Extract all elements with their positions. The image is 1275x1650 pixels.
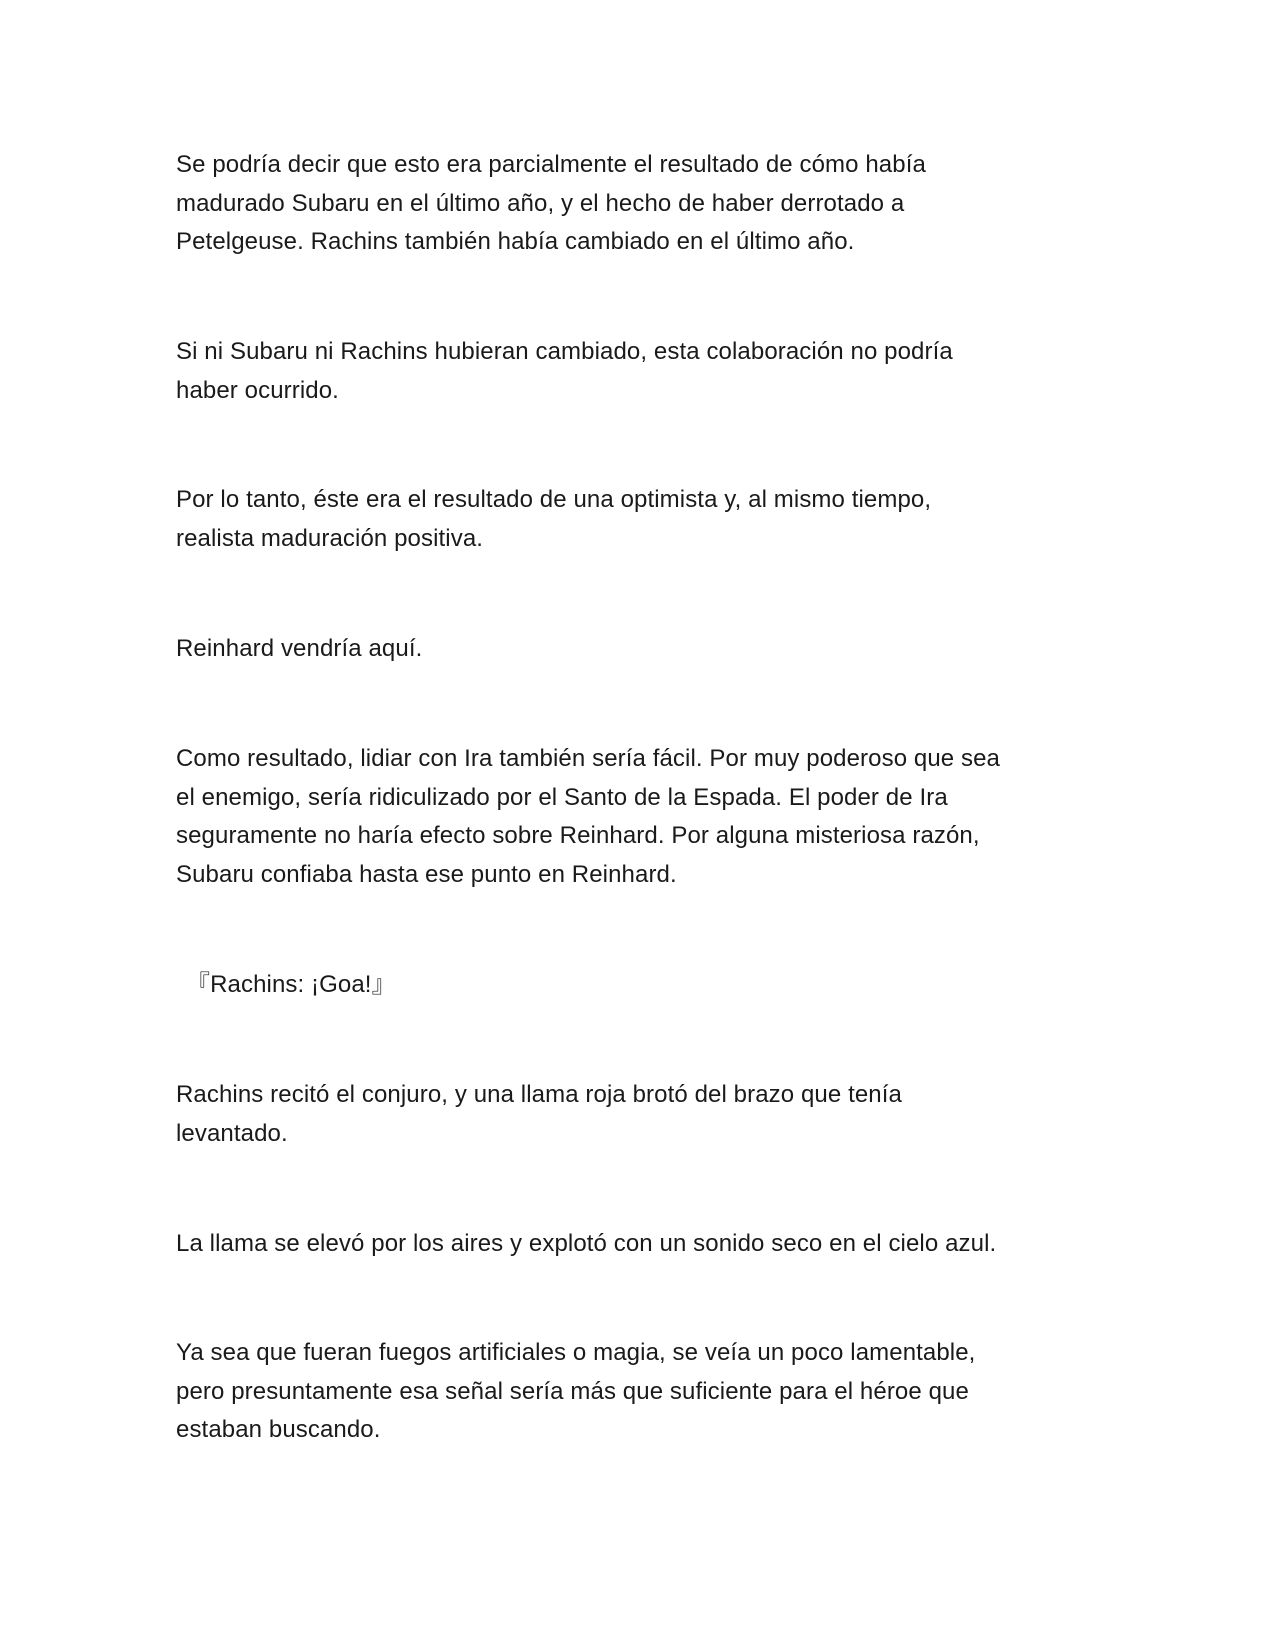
paragraph-9: Ya sea que fueran fuegos artificiales o magia, se veía un poco lamentable, pero presuntamente esa señal sería más que suficiente para el héroe que estaban buscando. (176, 1339, 976, 1443)
paragraph-7: Rachins recitó el conjuro, y una llama roja brotó del brazo que tenía levantado. (176, 1081, 902, 1147)
paragraph-1: Se podría decir que esto era parcialmente el resultado de cómo había madurado Subaru en el último año, y el hecho de haber derrotado a Petelgeuse. Rachins también había cambiado en el último año. (176, 151, 926, 255)
paragraph-2: Si ni Subaru ni Rachins hubieran cambiado, esta colaboración no podría haber ocurrido. (176, 338, 953, 404)
paragraph-8: La llama se elevó por los aires y explotó con un sonido seco en el cielo azul. (176, 1230, 997, 1257)
paragraph-5: Como resultado, lidiar con Ira también sería fácil. Por muy poderoso que sea el enemigo, sería ridiculizado por el Santo de la Espada. El poder de Ira seguramente no haría efecto sobre Reinhard. Por alguna misteriosa razón, Subaru confiaba hasta ese punto en Reinhard. (176, 745, 1001, 888)
dialogue-line: 『Rachins: ¡Goa!』 (186, 971, 396, 998)
paragraph-4: Reinhard vendría aquí. (176, 635, 423, 662)
paragraph-3: Por lo tanto, éste era el resultado de una optimista y, al mismo tiempo, realista maduración positiva. (176, 486, 932, 552)
